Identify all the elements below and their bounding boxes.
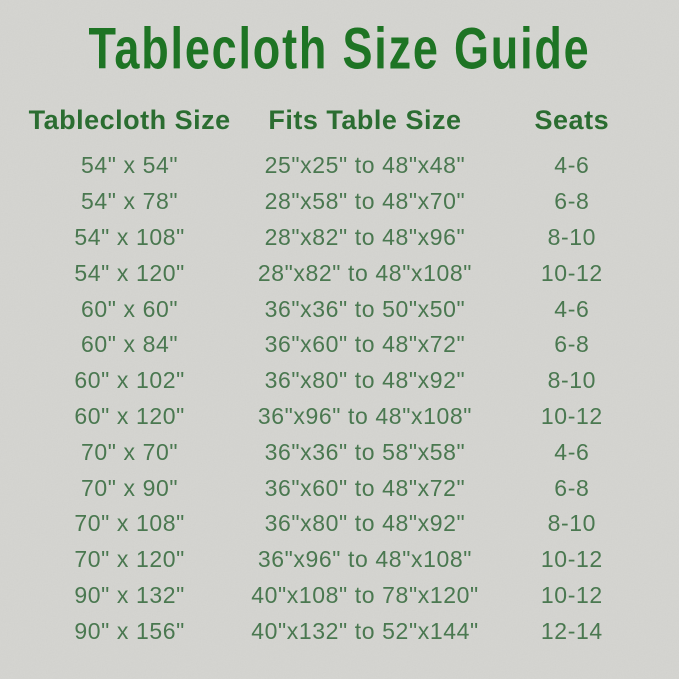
fits-table-size-cell: 28"x82" to 48"x96" [264, 223, 466, 250]
page-title: Tablecloth Size Guide [88, 16, 591, 82]
tablecloth-size-cell: 54" x 120" [74, 259, 185, 286]
seats-cell: 4-6 [554, 438, 590, 465]
seats-cell: 10-12 [540, 546, 603, 573]
header-fits-table-size: Fits Table Size [268, 104, 462, 135]
table-row [0, 578, 679, 614]
table-row [0, 184, 679, 220]
seats-cell: 6-8 [554, 474, 590, 501]
fits-table-size-cell: 40"x132" to 52"x144" [251, 617, 479, 644]
fits-table-size-cell: 40"x108" to 78"x120" [251, 581, 479, 608]
seats-cell: 10-12 [540, 581, 603, 608]
seats-cell: 6-8 [554, 188, 590, 215]
table-row [0, 434, 679, 470]
fits-table-size-cell: 36"x36" to 50"x50" [264, 295, 466, 322]
fits-table-size-cell: 28"x58" to 48"x70" [264, 188, 466, 215]
fits-table-size-cell: 28"x82" to 48"x108" [257, 259, 473, 286]
tablecloth-size-cell: 70" x 120" [74, 546, 185, 573]
seats-cell: 6-8 [554, 331, 590, 358]
fits-table-size-cell: 36"x80" to 48"x92" [264, 367, 466, 394]
tablecloth-size-cell: 54" x 78" [81, 188, 179, 215]
seats-cell: 8-10 [547, 510, 597, 537]
table-row [0, 148, 679, 184]
table-row [0, 399, 679, 435]
seats-cell: 8-10 [547, 367, 597, 394]
tablecloth-size-cell: 60" x 60" [81, 295, 179, 322]
table-row [0, 506, 679, 542]
tablecloth-size-cell: 60" x 120" [74, 402, 185, 429]
table-row [0, 363, 679, 399]
fits-table-size-cell: 25"x25" to 48"x48" [264, 152, 466, 179]
seats-cell: 10-12 [540, 402, 603, 429]
tablecloth-size-cell: 60" x 84" [81, 331, 179, 358]
seats-cell: 10-12 [540, 259, 603, 286]
tablecloth-size-cell: 70" x 70" [81, 438, 179, 465]
table-row [0, 220, 679, 256]
fits-table-size-cell: 36"x60" to 48"x72" [264, 474, 466, 501]
size-guide-table [0, 98, 679, 649]
table-row [0, 327, 679, 363]
header-tablecloth-size: Tablecloth Size [28, 104, 231, 135]
tablecloth-size-cell: 60" x 102" [74, 367, 185, 394]
tablecloth-size-cell: 54" x 108" [74, 223, 185, 250]
table-row [0, 542, 679, 578]
table-row [0, 255, 679, 291]
tablecloth-size-cell: 70" x 90" [81, 474, 179, 501]
seats-cell: 4-6 [554, 152, 590, 179]
table-row [0, 291, 679, 327]
fits-table-size-cell: 36"x36" to 58"x58" [264, 438, 466, 465]
fits-table-size-cell: 36"x96" to 48"x108" [257, 546, 473, 573]
tablecloth-size-cell: 70" x 108" [74, 510, 185, 537]
fits-table-size-cell: 36"x96" to 48"x108" [257, 402, 473, 429]
tablecloth-size-cell: 90" x 132" [74, 581, 185, 608]
seats-cell: 8-10 [547, 223, 597, 250]
fits-table-size-cell: 36"x80" to 48"x92" [264, 510, 466, 537]
table-row [0, 613, 679, 649]
table-header-row [0, 98, 679, 142]
tablecloth-size-cell: 54" x 54" [81, 152, 179, 179]
tablecloth-size-cell: 90" x 156" [74, 617, 185, 644]
fits-table-size-cell: 36"x60" to 48"x72" [264, 331, 466, 358]
table-row [0, 470, 679, 506]
seats-cell: 4-6 [554, 295, 590, 322]
header-seats: Seats [534, 104, 610, 135]
seats-cell: 12-14 [540, 617, 603, 644]
